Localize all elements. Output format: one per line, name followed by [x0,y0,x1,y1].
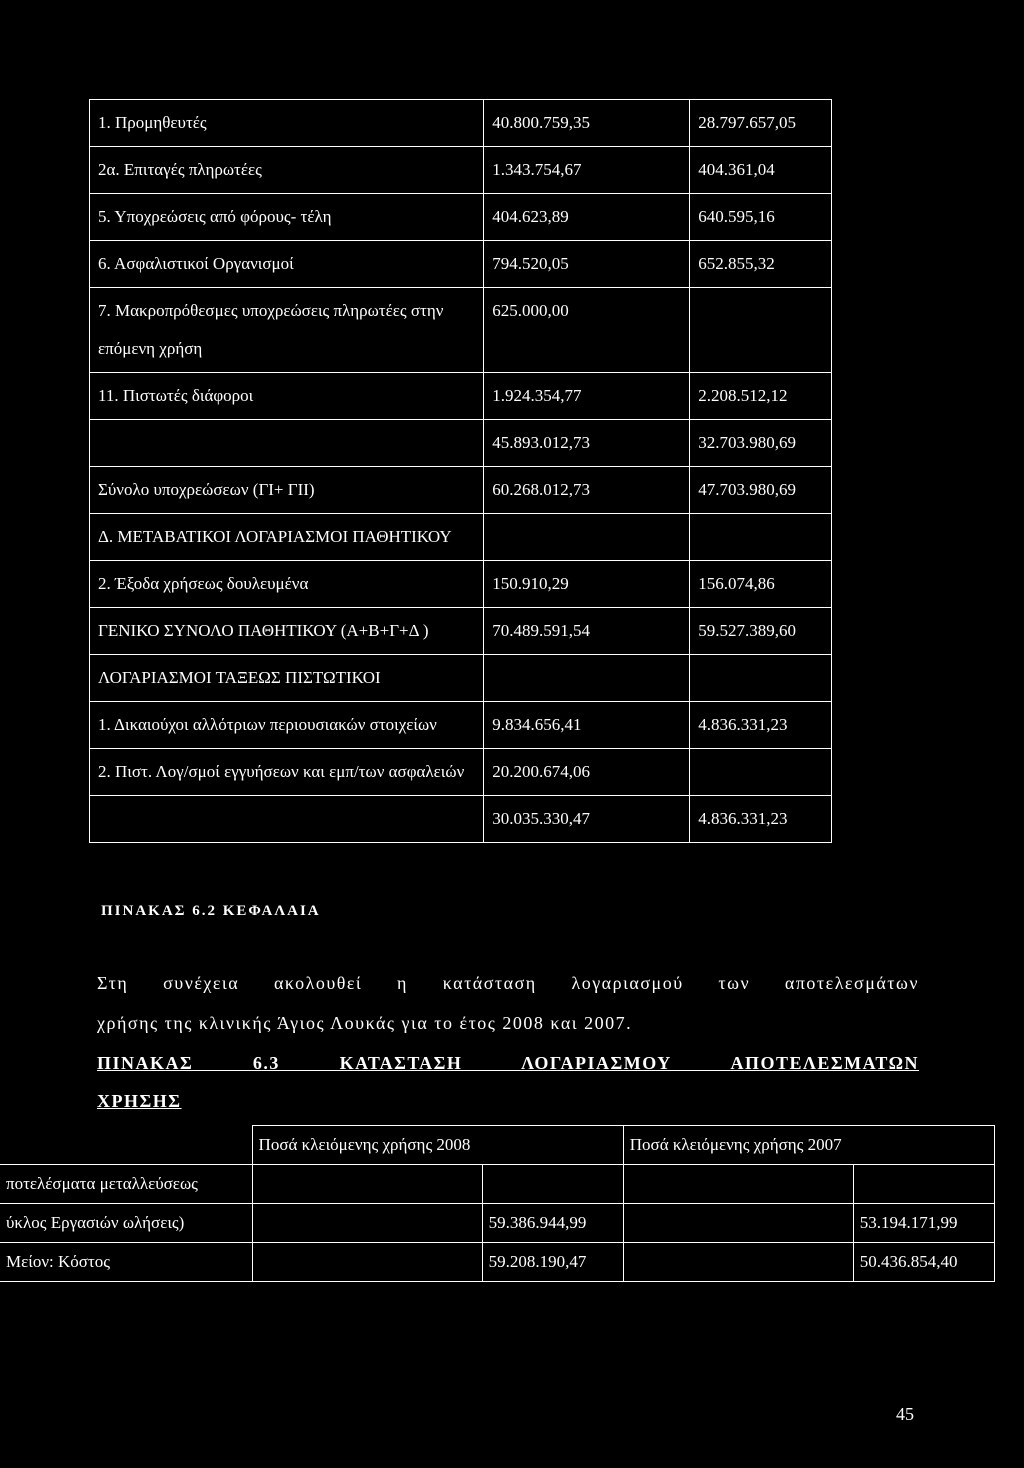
table-row [0,1165,995,1204]
spacer-cell [252,1243,482,1282]
row-label [90,796,484,843]
value-2008 [484,514,690,561]
value-2008: 59.386.944,99 [482,1204,623,1243]
value-2007: 640.595,16 [690,194,832,241]
value-2008: 625.000,00 [484,288,690,373]
value-2008: 70.489.591,54 [484,608,690,655]
value-2007: 59.527.389,60 [690,608,832,655]
spacer-cell [252,1204,482,1243]
table-row [90,288,832,373]
table-row [90,373,832,420]
table-row [0,1204,995,1243]
row-label: 6. Ασφαλιστικοί Οργανισμοί [90,241,484,288]
results-table [0,1125,995,1282]
row-label: 1. Προμηθευτές [90,100,484,147]
value-2007: 404.361,04 [690,147,832,194]
spacer-cell [623,1204,853,1243]
value-2007: 53.194.171,99 [853,1204,994,1243]
table-row [90,514,832,561]
value-2008: 150.910,29 [484,561,690,608]
value-2008 [482,1165,623,1204]
value-2007 [853,1165,994,1204]
row-label: ΛΟΓΑΡΙΑΣΜΟΙ ΤΑΞΕΩΣ ΠΙΣΤΩΤΙΚΟΙ [90,655,484,702]
table-row [90,561,832,608]
table-row [90,241,832,288]
value-2008: 45.893.012,73 [484,420,690,467]
value-2007: 4.836.331,23 [690,702,832,749]
value-2008: 59.208.190,47 [482,1243,623,1282]
value-2007 [690,514,832,561]
value-2007 [690,288,832,373]
value-2008: 1.343.754,67 [484,147,690,194]
value-2008: 40.800.759,35 [484,100,690,147]
heading-line-2: ΧΡΗΣΗΣ [97,1091,182,1111]
table-row [90,702,832,749]
table-row [90,608,832,655]
value-2008: 794.520,05 [484,241,690,288]
row-label: 2. Πιστ. Λογ/σμοί εγγυήσεων και εμπ/των ασφαλειών [90,749,484,796]
row-label: 7. Μακροπρόθεσμες υποχρεώσεις πληρωτέες στην επόμενη χρήση [90,288,484,373]
row-label: 2. Έξοδα χρήσεως δουλευμένα [90,561,484,608]
table-row [90,749,832,796]
row-label: Μείον: Κόστος [0,1243,252,1282]
row-label: ύκλος Εργασιών ωλήσεις) [0,1204,252,1243]
value-2008: 9.834.656,41 [484,702,690,749]
value-2007 [690,655,832,702]
table-caption-6-2: ΠΙΝΑΚΑΣ 6.2 ΚΕΦΑΛΑΙΑ [101,903,321,919]
row-label: Σύνολο υποχρεώσεων (ΓΙ+ ΓΙΙ) [90,467,484,514]
heading-line-1: ΠΙΝΑΚΑΣ 6.3 ΚΑΤΑΣΤΑΣΗ ΛΟΓΑΡΙΑΣΜΟΥ ΑΠΟΤΕΛΕΣΜΑΤΩΝ [97,1053,919,1073]
table-heading-6-3 [97,1044,919,1120]
value-2007: 47.703.980,69 [690,467,832,514]
value-2008 [484,655,690,702]
value-2008: 60.268.012,73 [484,467,690,514]
row-label: 2α. Επιταγές πληρωτέες [90,147,484,194]
table-row [90,147,832,194]
value-2007: 652.855,32 [690,241,832,288]
results-header-row [0,1126,995,1165]
table-row [0,1243,995,1282]
value-2008: 30.035.330,47 [484,796,690,843]
table-row [90,420,832,467]
value-2007: 32.703.980,69 [690,420,832,467]
row-label: 5. Υποχρεώσεις από φόρους- τέλη [90,194,484,241]
paragraph-line-1: Στη συνέχεια ακολουθεί η κατάσταση λογαριασμού των αποτελεσμάτων [97,973,919,993]
spacer-cell [623,1165,853,1204]
value-2007: 2.208.512,12 [690,373,832,420]
table-row [90,467,832,514]
value-2008: 404.623,89 [484,194,690,241]
row-label: ΓΕΝΙΚΟ ΣΥΝΟΛΟ ΠΑΘΗΤΙΚΟΥ (Α+Β+Γ+Δ ) [90,608,484,655]
intro-paragraph [97,963,919,1043]
row-label: Δ. ΜΕΤΑΒΑΤΙΚΟΙ ΛΟΓΑΡΙΑΣΜΟΙ ΠΑΘΗΤΙΚΟΥ [90,514,484,561]
results-header-2008: Ποσά κλειόμενης χρήσης 2008 [252,1126,623,1165]
value-2007: 28.797.657,05 [690,100,832,147]
spacer-cell [252,1165,482,1204]
value-2007: 50.436.854,40 [853,1243,994,1282]
page-number: 45 [896,1404,914,1424]
row-label: 1. Δικαιούχοι αλλότριων περιουσιακών στοιχείων [90,702,484,749]
value-2007 [690,749,832,796]
table-row [90,796,832,843]
value-2008: 20.200.674,06 [484,749,690,796]
value-2007: 156.074,86 [690,561,832,608]
value-2008: 1.924.354,77 [484,373,690,420]
row-label: ποτελέσματα μεταλλεύσεως [0,1165,252,1204]
row-label: 11. Πιστωτές διάφοροι [90,373,484,420]
liabilities-table [89,99,832,843]
results-header-empty [0,1126,252,1165]
results-header-2007: Ποσά κλειόμενης χρήσης 2007 [623,1126,994,1165]
table-row [90,655,832,702]
spacer-cell [623,1243,853,1282]
paragraph-line-2: χρήσης της κλινικής Άγιος Λουκάς για το έτος 2008 και 2007. [97,1013,633,1033]
row-label [90,420,484,467]
table-row [90,100,832,147]
table-row [90,194,832,241]
value-2007: 4.836.331,23 [690,796,832,843]
